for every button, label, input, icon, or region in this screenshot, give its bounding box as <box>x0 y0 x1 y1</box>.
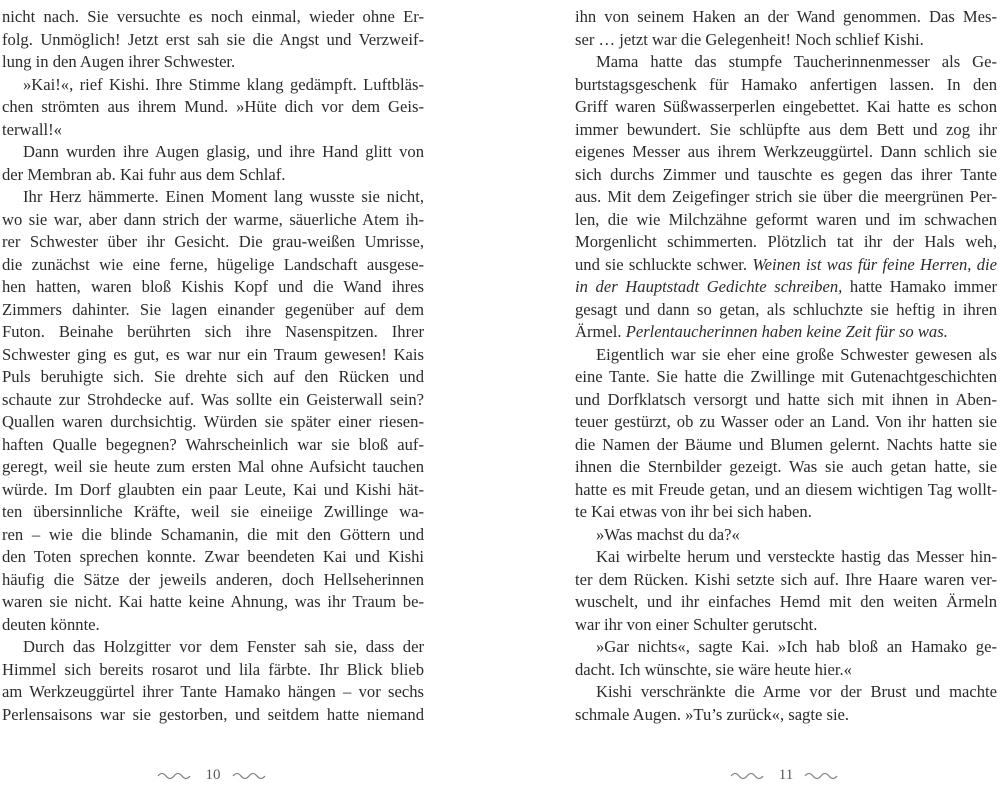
text-line: schaute zur Strohdecke auf. Was sollte ein Geisterwall sein? <box>2 389 424 409</box>
text-line: haften Qualle begegnen? Wahrscheinlich war sie bloß auf- <box>2 434 424 454</box>
text-line: nicht nach. Sie versuchte es noch einmal, wieder ohne Er- <box>2 7 424 26</box>
italic-segment: Perlentaucherinnen haben keine Zeit für so was. <box>625 322 948 341</box>
text-line: Kai wirbelte herum und versteckte hastig das Messer hin- <box>596 547 997 566</box>
page-number: 10 <box>205 766 221 783</box>
text-line: hatte es mit Freude getan, und an diesem wichtigen Tag wollt- <box>575 479 997 499</box>
text-line: rer Schwester über ihr Gesicht. Die grau-weißen Umrisse, <box>2 232 424 251</box>
text-line: Perlensaisons war sie gestorben, und seitdem hatte niemand <box>2 704 424 724</box>
text-line: ren – wie die blinde Schamanin, die mit den Göttern und <box>2 524 424 544</box>
text-line: geregt, weil sie heute zum ersten Mal ohne Aufsicht tauchen <box>2 457 424 476</box>
text-line: waren sie nicht. Kai hatte keine Ahnung, was ihr Traum be- <box>2 592 424 611</box>
text-line: wuschelt, und ihr einfaches Hemd mit den weiten Ärmeln <box>575 592 997 611</box>
text-line: der Membran ab. Kai fuhr aus dem Schlaf. <box>2 164 286 184</box>
text-line: Mama hatte das stumpfe Taucherinnenmesser als Ge- <box>596 52 997 71</box>
text-line: teuer gestürzt, ob zu Wasser oder an Land. Von ihr hatten sie <box>575 412 997 431</box>
text-line: sich durchs Zimmer und tauschte es gegen das ihrer Tante <box>575 164 997 184</box>
italic-segment: Weinen ist was für feine Herren, die <box>752 254 998 274</box>
text-line: aus. Mit dem Zeigefinger strich sie über die meergrünen Per- <box>575 187 997 206</box>
text-line: deuten könnte. <box>2 614 100 634</box>
text-line: ihn von seinem Haken an der Wand genommen. Das Mes- <box>575 7 997 26</box>
text-line: lung in den Augen ihrer Schwester. <box>2 52 236 71</box>
text-line: Morgenlicht schimmerten. Plötzlich tat ihr der Hals weh, <box>575 232 997 251</box>
text-line: chen strömten aus ihrem Mund. »Hüte dich vor dem Geis- <box>2 97 424 116</box>
text-line: »Kai!«, rief Kishi. Ihre Stimme klang gedämpft. Luftbläs- <box>23 74 424 94</box>
text-line: »Was machst du da?« <box>596 524 740 544</box>
wave-ornament-icon <box>156 770 196 780</box>
text-segment: hatte Hamako immer <box>849 277 997 296</box>
wave-ornament-icon <box>231 770 271 780</box>
wave-ornament-icon <box>729 770 769 780</box>
text-line: folg. Unmöglich! Jetzt erst sah sie die Angst und Verzweif- <box>2 29 424 49</box>
right-page <box>575 6 997 796</box>
text-line: Durch das Holzgitter vor dem Fenster sah sie, dass der <box>23 637 424 656</box>
text-line: eine Tante. Sie hatte die Zwillinge mit Gutenachtgeschichten <box>575 367 997 386</box>
text-line: eigenes Messer aus ihrem Werkzeuggürtel. Dann schlich sie <box>575 142 997 161</box>
text-line: »Gar nichts«, sagte Kai. »Ich hab bloß an Hamako ge- <box>596 637 997 656</box>
text-line: immer bewundert. Sie schlüpfte aus dem Bett und zog ihr <box>575 119 997 139</box>
text-line: die zunächst wie eine ferne, hügelige Landschaft ausgese- <box>2 254 424 274</box>
text-line: Ihr Herz hämmerte. Einen Moment lang wusste sie nicht, <box>23 187 424 206</box>
text-segment: und sie schluckte schwer. <box>575 254 748 274</box>
text-line: Puls beruhigte sich. Sie drehte sich auf den Rücken und <box>2 367 424 386</box>
text-line: Schwester ging es gut, es war nur ein Traum gewesen! Kais <box>2 344 424 364</box>
text-line: war ihr von einer Schulter gerutscht. <box>575 614 818 634</box>
text-line: ihnen die Sternbilder gezeigt. Was sie auch getan hatte, sie <box>575 457 997 476</box>
text-line: die Namen der Bäume und Blumen gelernt. Nachts hatte sie <box>575 434 997 454</box>
text-line: würde. Im Dorf glaubten ein paar Leute, Kai und Kishi hät- <box>2 479 424 499</box>
text-line: Eigentlich war sie eher eine große Schwester gewesen als <box>596 344 997 364</box>
wave-ornament-icon <box>803 770 843 780</box>
text-line <box>575 321 997 344</box>
text-line: den Toten sprechen konnte. Zwar beendeten Kai und Kishi <box>2 547 424 566</box>
text-line <box>575 254 997 277</box>
text-line: len, die wie Milchzähne geformt waren und im schwachen <box>575 209 997 229</box>
text-line: terwall!« <box>2 119 62 139</box>
text-line: burtstagsgeschenk für Hamako anfertigen lassen. In den <box>575 74 997 94</box>
text-line: dacht. Ich wünschte, sie wäre heute hier.« <box>575 659 852 679</box>
text-segment: Ärmel. <box>575 322 622 341</box>
text-line: schmale Augen. »Tu’s zurück«, sagte sie. <box>575 704 850 724</box>
page-number: 11 <box>778 766 794 783</box>
text-line: te Kai etwas von ihr bei sich haben. <box>575 502 812 521</box>
text-line: Kishi verschränkte die Arme vor der Brust und machte <box>596 682 997 701</box>
text-line: ter dem Rücken. Kishi setzte sich auf. Ihre Haare waren ver- <box>575 569 997 589</box>
page-number-left <box>2 764 424 786</box>
text-line: und Dorfklatsch versorgt und hatte sich mit ihnen in Aben- <box>575 389 997 409</box>
text-line: hen hatten, waren bloß Kishis Kopf und die Wand ihres <box>2 277 424 296</box>
text-line: Zimmers dahinter. Sie lagen einander gegenüber auf dem <box>2 299 424 319</box>
text-line <box>575 276 997 299</box>
italic-segment: in der Hauptstadt Gedichte schreiben, <box>575 277 843 296</box>
text-line: Futon. Beinahe berührten sich ihre Nasenspitzen. Ihrer <box>2 322 424 341</box>
text-line: wo sie war, aber dann strich der warme, säuerliche Atem ih- <box>2 209 424 229</box>
left-page <box>2 6 424 796</box>
text-line: Himmel sich bereits rosarot und lila färbte. Ihr Blick blieb <box>2 659 424 679</box>
page-number-right <box>575 764 997 786</box>
text-line: gesagt und dann so getan, als schluchzte sie heftig in ihren <box>575 299 997 319</box>
text-line: Quallen waren durchsichtig. Würden sie später einer riesen- <box>2 412 424 431</box>
text-line: Dann wurden ihre Augen glasig, und ihre Hand glitt von <box>23 142 424 161</box>
text-line: am Werkzeuggürtel ihrer Tante Hamako hängen – vor sechs <box>2 682 424 701</box>
text-line: Griff waren Süßwasserperlen eingebettet. Kai hatte es schon <box>575 97 997 116</box>
text-line: ten übersinnliche Kräfte, weil sie eineiige Zwillinge wa- <box>2 502 424 521</box>
text-line: ser … jetzt war die Gelegenheit! Noch schlief Kishi. <box>575 29 924 49</box>
text-line: häufig die Sätze der jeweils anderen, doch Hellseherinnen <box>2 569 424 589</box>
